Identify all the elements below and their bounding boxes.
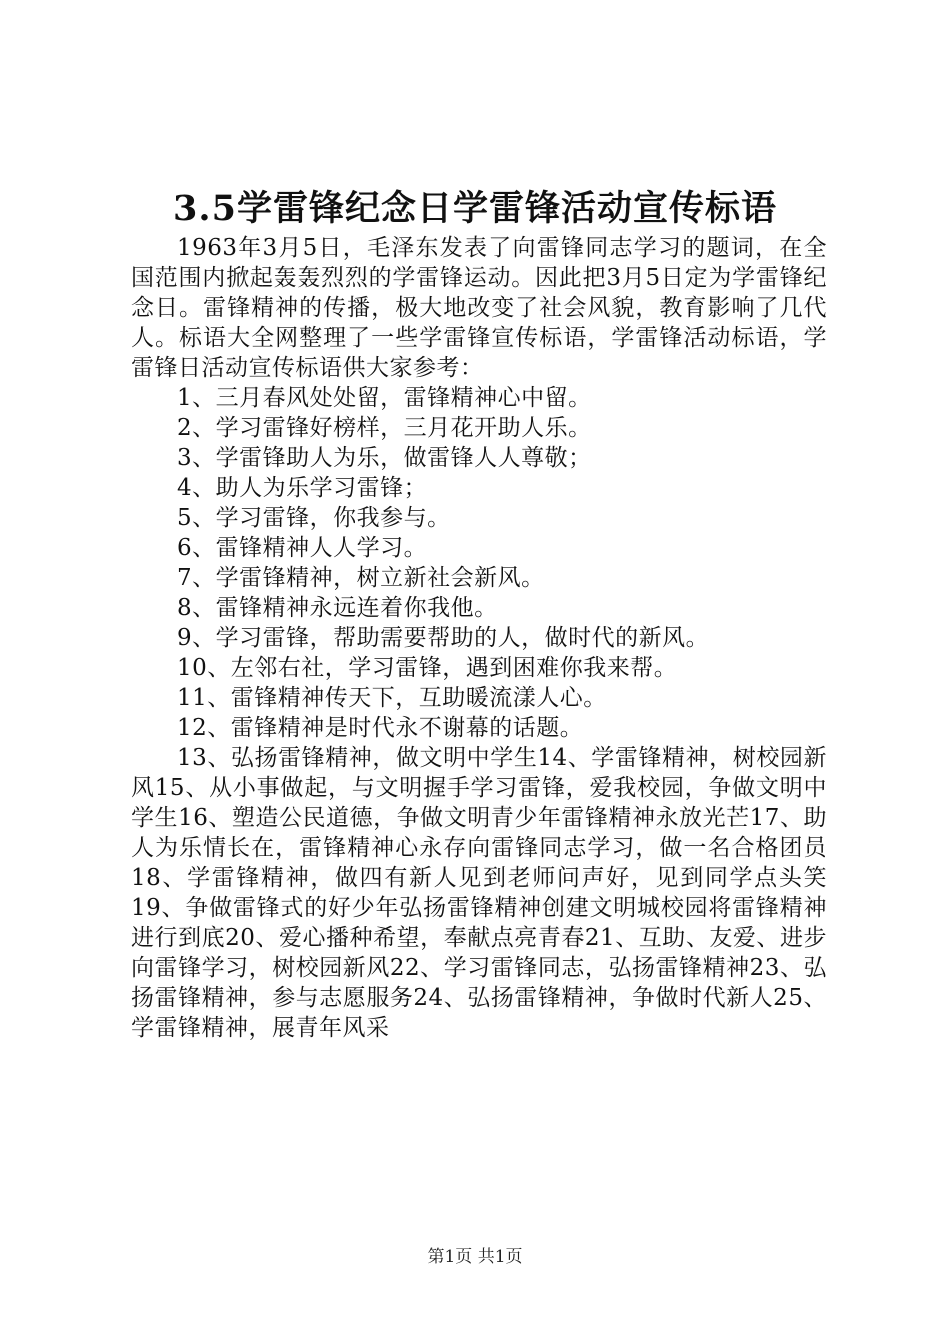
slogan-item: 12、雷锋精神是时代永不谢幕的话题。 bbox=[177, 715, 584, 741]
page-footer: 第1页 共1页 bbox=[427, 1247, 523, 1267]
document-title: 3.5学雷锋纪念日学雷锋活动宣传标语 bbox=[173, 188, 777, 229]
slogan-item: 1、三月春风处处留，雷锋精神心中留。 bbox=[177, 385, 592, 411]
document-body bbox=[131, 233, 827, 1043]
slogan-item: 3、学雷锋助人为乐，做雷锋人人尊敬； bbox=[177, 445, 592, 471]
slogan-item: 2、学习雷锋好榜样，三月花开助人乐。 bbox=[177, 415, 592, 441]
slogan-item: 4、助人为乐学习雷锋； bbox=[177, 475, 428, 501]
slogan-item: 8、雷锋精神永远连着你我他。 bbox=[177, 595, 498, 621]
slogan-item: 9、学习雷锋，帮助需要帮助的人，做时代的新风。 bbox=[177, 625, 710, 651]
closing-paragraph: 13、弘扬雷锋精神，做文明中学生14、学雷锋精神，树校园新风15、从小事做起，与文明握手学习雷锋，爱我校园，争做文明中学生16、塑造公民道德，争做文明青少年雷锋精神永放光芒17、助人为乐情长在，雷锋精神心永存向雷锋同志学习，做一名合格团员18、学雷锋精神，做四有新人见到老师问声好，见到同学点头笑19、争做雷锋式的好少年弘扬雷锋精神创建文明城校园将雷锋精神进行到底20、爱心播种希望，奉献点亮青春21、互助、友爱、进步向雷锋学习，树校园新风22、学习雷锋同志，弘扬雷锋精神23、弘扬雷锋精神，参与志愿服务24、弘扬雷锋精神，争做时代新人25、学雷锋精神，展青年风采 bbox=[131, 745, 827, 1041]
slogan-item: 5、学习雷锋，你我参与。 bbox=[177, 505, 451, 531]
intro-paragraph: 1963年3月5日，毛泽东发表了向雷锋同志学习的题词，在全国范围内掀起轰轰烈烈的学雷锋运动。因此把3月5日定为学雷锋纪念日。雷锋精神的传播，极大地改变了社会风貌，教育影响了几代人。标语大全网整理了一些学雷锋宣传标语，学雷锋活动标语，学雷锋日活动宣传标语供大家参考： bbox=[131, 235, 827, 381]
slogan-item: 6、雷锋精神人人学习。 bbox=[177, 535, 428, 561]
slogan-item: 7、学雷锋精神，树立新社会新风。 bbox=[177, 565, 545, 591]
slogan-item: 11、雷锋精神传天下，互助暖流漾人心。 bbox=[177, 685, 607, 711]
slogan-list bbox=[131, 383, 827, 743]
slogan-item: 10、左邻右社，学习雷锋，遇到困难你我来帮。 bbox=[177, 655, 678, 681]
